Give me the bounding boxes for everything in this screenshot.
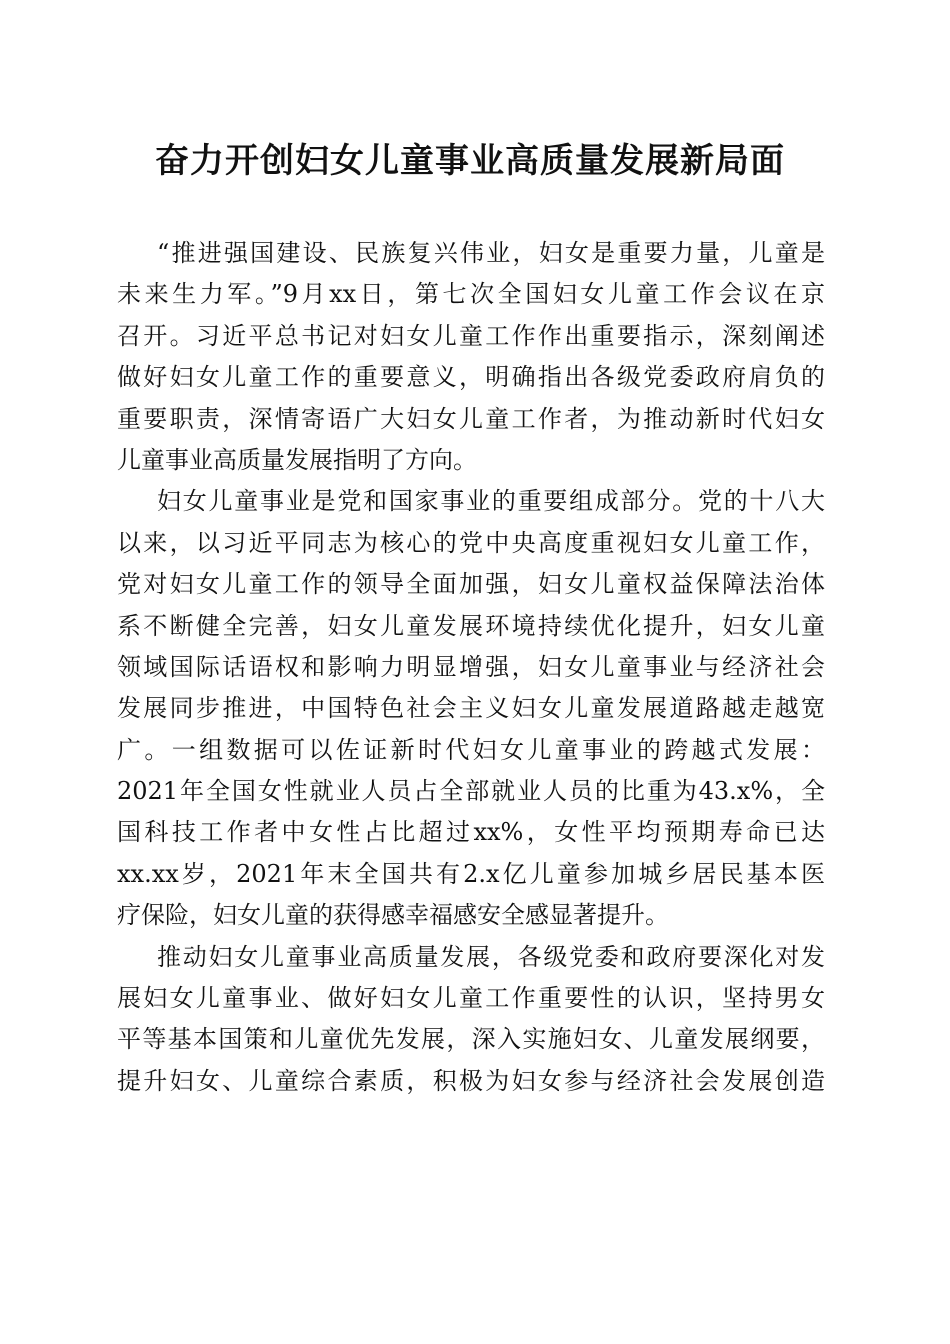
paragraph-1 [117, 233, 825, 481]
text-line: 国科技工作者中女性占比超过xx%，女性平均预期寿命已达 [117, 818, 825, 847]
paragraph-2 [117, 481, 825, 936]
text-line: 提升妇女、儿童综合素质，积极为妇女参与经济社会发展创造 [117, 1066, 825, 1095]
text-line: 广。一组数据可以佐证新时代妇女儿童事业的跨越式发展： [117, 735, 825, 764]
text-line: 领域国际话语权和影响力明显增强，妇女儿童事业与经济社会 [117, 652, 825, 681]
text-line: 系不断健全完善，妇女儿童发展环境持续优化提升，妇女儿童 [117, 611, 825, 640]
text-line: 重要职责，深情寄语广大妇女儿童工作者，为推动新时代妇女 [117, 404, 825, 433]
text-line: 儿童事业高质量发展指明了方向。 [117, 445, 477, 474]
document-body [117, 233, 825, 1102]
text-line: 未来生力军。”9月xx日，第七次全国妇女儿童工作会议在京 [117, 280, 825, 309]
text-line: 召开。习近平总书记对妇女儿童工作作出重要指示，深刻阐述 [117, 321, 825, 350]
text-line: 疗保险，妇女儿童的获得感幸福感安全感显著提升。 [117, 901, 669, 930]
text-line: 平等基本国策和儿童优先发展，深入实施妇女、儿童发展纲要， [117, 1025, 825, 1054]
text-line: 妇女儿童事业是党和国家事业的重要组成部分。党的十八大 [157, 487, 825, 516]
text-line: xx.xx岁，2021年末全国共有2.x亿儿童参加城乡居民基本医 [117, 859, 825, 888]
text-line: “推进强国建设、民族复兴伟业，妇女是重要力量，儿童是 [157, 239, 825, 267]
text-line: 党对妇女儿童工作的领导全面加强，妇女儿童权益保障法治体 [117, 570, 825, 599]
text-line: 推动妇女儿童事业高质量发展，各级党委和政府要深化对发 [157, 942, 825, 971]
text-line: 发展同步推进，中国特色社会主义妇女儿童发展道路越走越宽 [117, 694, 825, 723]
text-line: 以来，以习近平同志为核心的党中央高度重视妇女儿童工作， [117, 528, 825, 557]
paragraph-3 [117, 937, 825, 1103]
document-title: 奋力开创妇女儿童事业高质量发展新局面 [155, 141, 785, 181]
text-line: 做好妇女儿童工作的重要意义，明确指出各级党委政府肩负的 [117, 363, 825, 392]
text-line: 2021年全国女性就业人员占全部就业人员的比重为43.x%，全 [117, 777, 825, 806]
text-line: 展妇女儿童事业、做好妇女儿童工作重要性的认识，坚持男女 [117, 984, 825, 1013]
